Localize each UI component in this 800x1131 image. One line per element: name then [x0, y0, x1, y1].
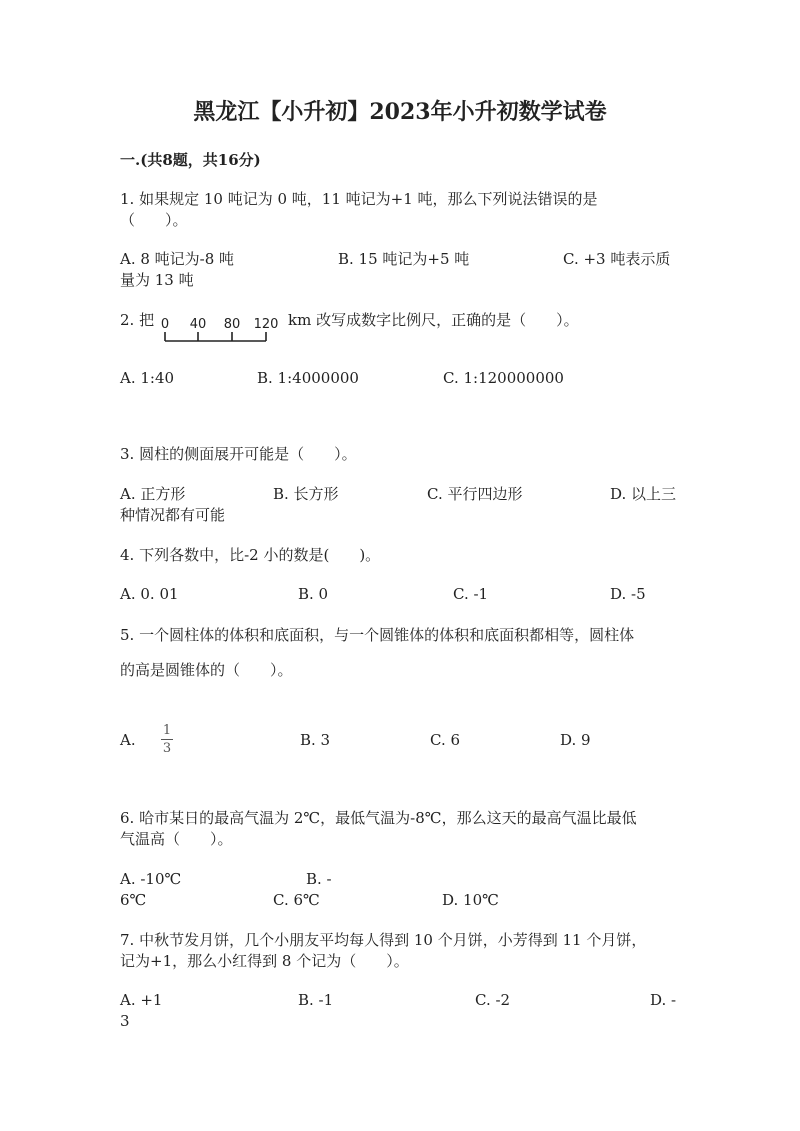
question-3-option-a: A. 正方形 [120, 485, 186, 503]
question-3-option-d: D. 以上三 [610, 485, 677, 503]
fraction-denominator: 3 [162, 741, 172, 756]
question-1-option-b: B. 15 吨记为+5 吨 [338, 250, 470, 268]
question-4-option-c: C. -1 [453, 585, 489, 603]
question-5-stem-line1: 5. 一个圆柱体的体积和底面积，与一个圆锥体的体积和底面积都相等，圆柱体 [120, 626, 635, 644]
question-6-option-c: C. 6℃ [273, 891, 320, 909]
question-7-stem-line2: 记为+1，那么小红得到 8 个记为（ ）。 [120, 952, 409, 970]
question-4-option-a: A. 0. 01 [120, 585, 179, 603]
question-6-stem-line1: 6. 哈市某日的最高气温为 2℃，最低气温为-8℃，那么这天的最高气温比最低 [120, 809, 637, 827]
question-1-stem-line1: 1. 如果规定 10 吨记为 0 吨，11 吨记为+1 吨，那么下列说法错误的是 [120, 190, 598, 208]
question-5-option-d: D. 9 [560, 731, 591, 749]
question-7-option-b: B. -1 [298, 991, 334, 1009]
scale-tick-label: 0 [160, 317, 170, 332]
scale-tick-label: 80 [223, 317, 241, 332]
question-3-stem: 3. 圆柱的侧面展开可能是（ ）。 [120, 445, 357, 463]
question-5-option-a: A. [120, 731, 136, 749]
question-1-stem-line2: （ ）。 [120, 211, 188, 229]
question-2-option-b: B. 1:4000000 [257, 369, 359, 387]
question-3-option-d-continued: 种情况都有可能 [120, 506, 226, 524]
question-6-stem-line2: 气温高（ ）。 [120, 830, 233, 848]
question-5-stem-line2: 的高是圆锥体的（ ）。 [120, 661, 293, 679]
question-6-option-b: B. - [306, 870, 332, 888]
question-2-option-a: A. 1:40 [120, 369, 175, 387]
question-4-option-b: B. 0 [298, 585, 329, 603]
page-title: 黑龙江【小升初】2023年小升初数学试卷 [193, 99, 607, 125]
scale-bar-figure [158, 316, 284, 344]
fraction-one-third [160, 723, 174, 756]
question-7-option-c: C. -2 [475, 991, 511, 1009]
question-1-option-c-continued: 量为 13 吨 [120, 271, 194, 289]
fraction-numerator: 1 [162, 723, 172, 738]
question-4-option-d: D. -5 [610, 585, 646, 603]
question-2-option-c: C. 1:120000000 [443, 369, 564, 387]
question-3-option-c: C. 平行四边形 [427, 485, 523, 503]
question-4-stem: 4. 下列各数中，比-2 小的数是( )。 [120, 546, 381, 564]
question-3-option-b: B. 长方形 [273, 485, 339, 503]
question-2-stem-suffix: km 改写成数字比例尺，正确的是（ ）。 [288, 311, 579, 329]
question-7-option-d-continued: 3 [120, 1012, 130, 1030]
question-7-option-d: D. - [650, 991, 677, 1009]
question-7-stem-line1: 7. 中秋节发月饼，几个小朋友平均每人得到 10 个月饼，小芳得到 11 个月饼， [120, 931, 647, 949]
question-1-option-c: C. +3 吨表示质 [563, 250, 671, 268]
question-6-option-b-continued: 6℃ [120, 891, 147, 909]
question-1-option-a: A. 8 吨记为-8 吨 [120, 250, 235, 268]
scale-tick-label: 40 [189, 317, 207, 332]
question-2-stem-prefix: 2. 把 [120, 311, 155, 329]
section-heading: 一.(共8题，共16分) [120, 151, 261, 169]
fraction-bar [161, 739, 173, 740]
question-5-option-b: B. 3 [300, 731, 331, 749]
scale-tick-label: 120 [253, 317, 279, 332]
question-5-option-c: C. 6 [430, 731, 461, 749]
question-6-option-d: D. 10℃ [442, 891, 499, 909]
question-7-option-a: A. +1 [120, 991, 163, 1009]
question-6-option-a: A. -10℃ [120, 870, 182, 888]
